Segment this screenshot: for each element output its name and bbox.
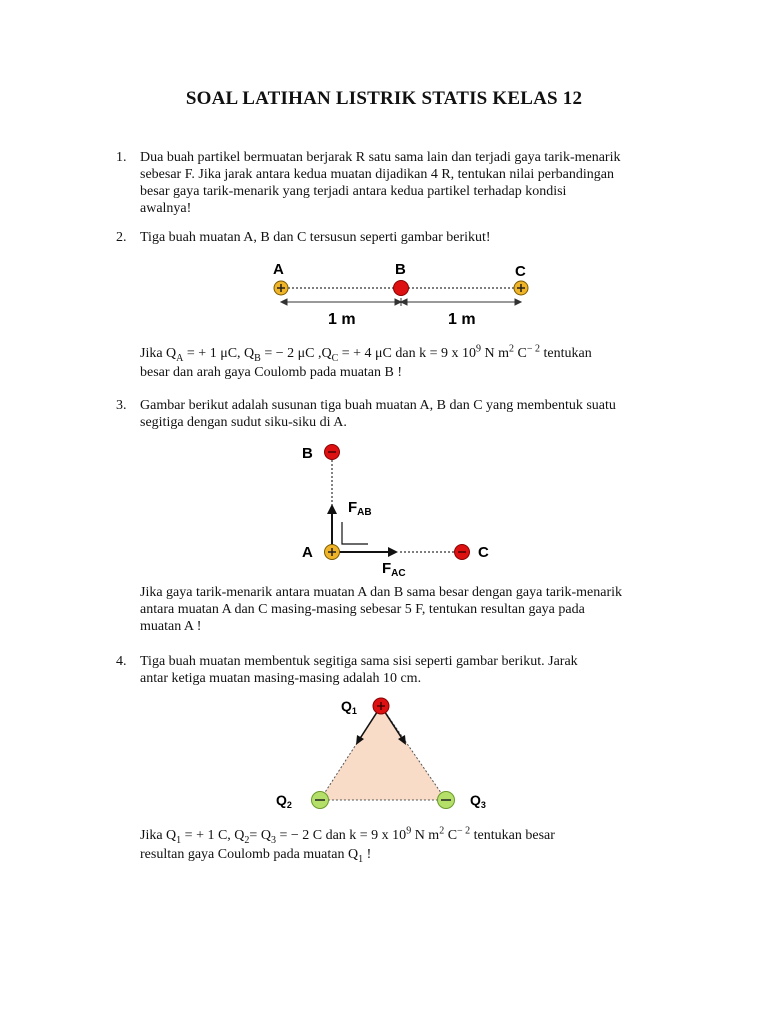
charge-c-positive: [514, 281, 528, 295]
q1-line: besar gaya tarik-menarik yang terjadi antara kedua partikel terhadap kondisi: [140, 184, 567, 199]
label-a: A: [273, 261, 284, 278]
q1-text: [140, 149, 680, 217]
q1-line: Dua buah partikel bermuatan berjarak R satu sama lain dan terjadi gaya tarik-menarik: [140, 150, 621, 165]
q3-question-line: muatan A !: [140, 619, 202, 634]
q1-line: sebesar F. Jika jarak antara kedua muatan dijadikan 4 R, tentukan nilai perbandingan: [140, 167, 614, 182]
charge-a-positive: [274, 281, 288, 295]
q3-question-line: Jika gaya tarik-menarik antara muatan A dan B sama besar dengan gaya tarik-menarik: [140, 585, 623, 600]
page-title: SOAL LATIHAN LISTRIK STATIS KELAS 12: [185, 88, 583, 109]
charge-b-negative: [394, 281, 409, 296]
label-b: B: [395, 261, 406, 278]
force-ac-label: $F_{AC}$: [382, 560, 406, 579]
charge-c-negative: [455, 545, 470, 560]
label-c: C: [515, 263, 526, 280]
q4-number: 4.: [116, 654, 127, 669]
label-a: A: [302, 544, 313, 561]
q3-question-line: antara muatan A dan C masing-masing sebesar 5 F, tentukan resultan gaya pada: [140, 602, 585, 617]
distance-label-1: 1 m: [328, 311, 356, 328]
distance-label-2: 1 m: [448, 311, 476, 328]
q3-figure: [292, 438, 512, 580]
q3-question: [140, 584, 680, 635]
q2-question: [140, 344, 680, 382]
label-q2: $Q_2$: [276, 792, 292, 810]
label-q1: $Q_1$: [341, 698, 357, 716]
charge-a-positive: [325, 545, 340, 560]
charge-q2-negative: [312, 792, 329, 809]
q4-question: [140, 826, 680, 864]
triangle: [320, 706, 446, 800]
q4-line: Tiga buah muatan membentuk segitiga sama sisi seperti gambar berikut. Jarak: [140, 654, 578, 669]
q1-line: awalnya!: [140, 201, 192, 216]
q3-number: 3.: [116, 398, 127, 413]
charge-b-negative: [325, 445, 340, 460]
q4-question-line-2: resultan gaya Coulomb pada muatan $Q_1$ !: [140, 847, 372, 865]
q3-text: [140, 397, 680, 431]
q1-number: 1.: [116, 150, 127, 165]
q4-text: [140, 653, 680, 687]
label-q3: $Q_3$: [470, 792, 486, 810]
charge-q1-positive: [373, 698, 389, 714]
q2-question-line-1: Jika $Q_A$ = + 1 μC, $Q_B$ = − 2 μC $,Q_C$ = + 4 μC dan k = 9 x $10^9$ N $m^2$ $C^{- 2}$ tentukan: [140, 343, 592, 364]
charge-q3-negative: [438, 792, 455, 809]
q4-figure: [268, 694, 500, 812]
q4-question-line-1: Jika $Q_1$ = + 1 C, $Q_2= Q_3$ = − 2 C dan k = 9 x $10^9$ N $m^2$ $C^{- 2}$ tentukan besar: [140, 825, 555, 846]
force-ab-label: $F_{AB}$: [348, 499, 372, 518]
right-angle-marker: [342, 522, 368, 544]
q2-intro: Tiga buah muatan A, B dan C tersusun seperti gambar berikut!: [140, 230, 491, 245]
q2-question-line-2: besar dan arah gaya Coulomb pada muatan B !: [140, 365, 403, 380]
dimension-line: [281, 298, 521, 306]
q2-number: 2.: [116, 230, 127, 245]
label-b: B: [302, 445, 313, 462]
q3-line: segitiga dengan sudut siku-siku di A.: [140, 415, 347, 430]
force-ab-arrow: [327, 504, 337, 551]
q3-line: Gambar berikut adalah susunan tiga buah muatan A, B dan C yang membentuk suatu: [140, 398, 616, 413]
q2-figure: [262, 256, 542, 330]
q4-line: antar ketiga muatan masing-masing adalah 10 cm.: [140, 671, 422, 686]
label-c: C: [478, 544, 489, 561]
force-ac-arrow: [332, 547, 398, 557]
